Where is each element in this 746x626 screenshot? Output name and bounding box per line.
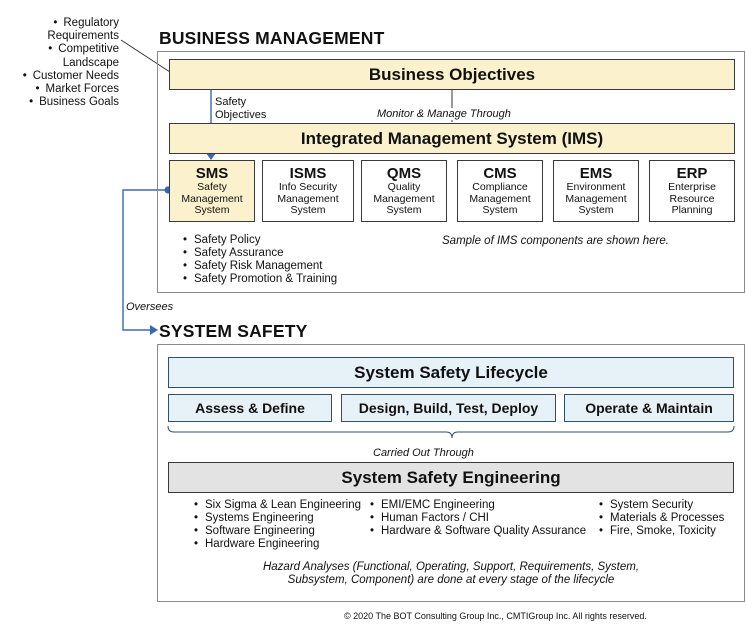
sms-pillar: • Safety Risk Management bbox=[183, 260, 337, 273]
engineering-item: • Systems Engineering bbox=[194, 512, 361, 525]
carried-out-label: Carried Out Through bbox=[373, 447, 474, 459]
ims-component-cms: CMS Compliance Management System bbox=[457, 160, 543, 222]
phase-operate-maintain: Operate & Maintain bbox=[564, 394, 734, 422]
engineering-item: • Hardware Engineering bbox=[194, 538, 361, 551]
monitor-manage-label: Monitor & Manage Through bbox=[377, 108, 511, 120]
driver-item: • Competitive Landscape bbox=[48, 43, 119, 69]
engineering-item: • Hardware & Software Quality Assurance bbox=[370, 525, 586, 538]
hazard-analyses-note: Hazard Analyses (Functional, Operating, Support, Requirements, System, Subsystem, Component) are done at every stage of the lifecycle bbox=[262, 561, 640, 586]
engineering-list-3 bbox=[599, 499, 724, 538]
engineering-item: • Software Engineering bbox=[194, 525, 361, 538]
sms-pillar: • Safety Assurance bbox=[183, 247, 337, 260]
engineering-item: • EMI/EMC Engineering bbox=[370, 499, 586, 512]
driver-item: • Business Goals bbox=[29, 96, 119, 109]
ims-box: Integrated Management System (IMS) bbox=[169, 123, 735, 154]
sms-pillar: • Safety Policy bbox=[183, 234, 337, 247]
sms-pillar: • Safety Promotion & Training bbox=[183, 273, 337, 286]
ims-component-sms: SMS Safety Management System bbox=[169, 160, 255, 222]
driver-item: • Customer Needs bbox=[22, 69, 119, 82]
engineering-item: • Materials & Processes bbox=[599, 512, 724, 525]
driver-item: • Market Forces bbox=[35, 83, 119, 96]
engineering-item: • Fire, Smoke, Toxicity bbox=[599, 525, 724, 538]
ims-component-isms: ISMS Info Security Management System bbox=[262, 160, 354, 222]
engineering-item: • System Security bbox=[599, 499, 724, 512]
engineering-box: System Safety Engineering bbox=[168, 462, 734, 493]
engineering-list-2 bbox=[370, 499, 586, 538]
ims-component-ems: EMS Environment Management System bbox=[553, 160, 639, 222]
business-objectives-box: Business Objectives bbox=[169, 59, 735, 90]
sms-pillars-list bbox=[183, 234, 337, 286]
lifecycle-box: System Safety Lifecycle bbox=[168, 357, 734, 388]
business-management-heading: BUSINESS MANAGEMENT bbox=[159, 28, 385, 48]
safety-objectives-label: Safety Objectives bbox=[215, 96, 267, 121]
ims-component-qms: QMS Quality Management System bbox=[361, 160, 447, 222]
system-safety-heading: SYSTEM SAFETY bbox=[159, 321, 308, 341]
phase-assess-define: Assess & Define bbox=[168, 394, 332, 422]
business-drivers-list bbox=[0, 17, 119, 109]
engineering-list-1 bbox=[194, 499, 361, 551]
ims-component-erp: ERP Enterprise Resource Planning bbox=[649, 160, 735, 222]
oversees-label: Oversees bbox=[126, 301, 174, 313]
engineering-item: • Human Factors / CHI bbox=[370, 512, 586, 525]
copyright-notice: © 2020 The BOT Consulting Group Inc., CMTIGroup Inc. All rights reserved. bbox=[344, 611, 647, 621]
oversees-arrowhead bbox=[150, 325, 158, 335]
engineering-item: • Six Sigma & Lean Engineering bbox=[194, 499, 361, 512]
driver-item: • Regulatory Requirements bbox=[47, 17, 119, 43]
phase-design-build-test-deploy: Design, Build, Test, Deploy bbox=[341, 394, 556, 422]
sample-note: Sample of IMS components are shown here. bbox=[442, 235, 669, 247]
